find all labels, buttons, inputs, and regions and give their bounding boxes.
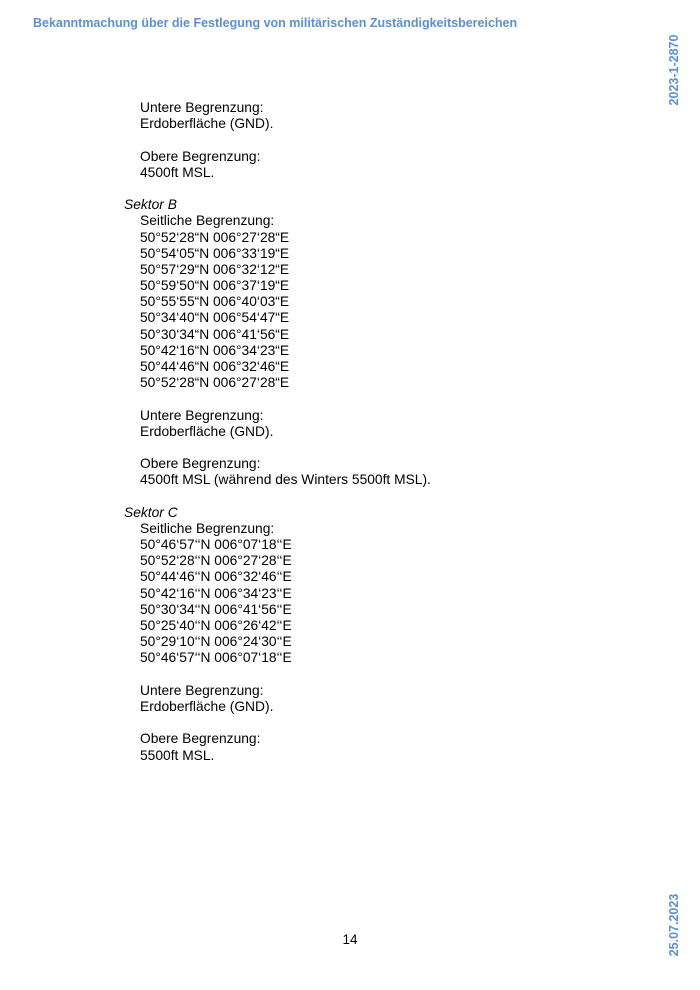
- sector-c-coord: 50°25‘40‘‘N 006°26‘42‘‘E: [140, 618, 292, 633]
- sector-c-coord: 50°29‘10‘‘N 006°24‘30‘‘E: [140, 634, 292, 650]
- document-date: 25.07.2023: [667, 893, 681, 957]
- sector-c-lateral-label: Seitliche Begrenzung:: [140, 520, 275, 536]
- sector-b-lateral-label: Seitliche Begrenzung:: [140, 213, 275, 229]
- sector-c-coord: 50°44‘46‘‘N 006°32‘46‘‘E: [140, 569, 292, 585]
- header-title: Bekanntmachung über die Festlegung von militärischen Zuständigkeitsbereichen: [33, 16, 518, 30]
- sector-b-coord: 50°52‘28“N 006°27‘28“E: [140, 375, 290, 391]
- sector-c-title: Sektor C: [124, 504, 178, 520]
- sector-b-coord: 50°34‘40“N 006°54‘47“E: [140, 310, 290, 326]
- sector-b-coord: 50°42‘16“N 006°34‘23“E: [140, 342, 290, 358]
- document-body: [124, 100, 644, 764]
- sector-b-upper-label: Obere Begrenzung:: [140, 456, 261, 472]
- sector-b-coord: 50°54‘05“N 006°33‘19“E: [140, 245, 290, 261]
- page-number: 14: [342, 932, 358, 947]
- sector-b-coord: 50°59‘50“N 006°37‘19“E: [140, 278, 290, 294]
- sector-b-title: Sektor B: [124, 197, 177, 213]
- sector-c-coord: 50°42‘16‘‘N 006°34‘23‘‘E: [140, 585, 292, 601]
- document-id: 2023-1-2870: [667, 34, 681, 106]
- sector-b-lower-value: Erdoberfläche (GND).: [140, 423, 274, 439]
- sector-b-coord: 50°57‘29“N 006°32‘12“E: [140, 261, 290, 277]
- sector-c-coord: 50°46‘57‘‘N 006°07‘18‘‘E: [140, 537, 292, 553]
- sector-b-upper-value: 4500ft MSL (während des Winters 5500ft MSL).: [140, 472, 431, 488]
- sector-c-upper-label: Obere Begrenzung:: [140, 731, 261, 747]
- sector-b-coord: 50°55‘55“N 006°40‘03“E: [140, 294, 290, 310]
- sector-b-coord: 50°44‘46“N 006°32‘46“E: [140, 359, 290, 374]
- sector-b-lower-label: Untere Begrenzung:: [140, 407, 264, 423]
- sector-c-lower-label: Untere Begrenzung:: [140, 682, 264, 698]
- sector-c-coord: 50°52‘28‘‘N 006°27‘28‘‘E: [140, 553, 292, 569]
- sector-c-coord: 50°30‘34‘‘N 006°41‘56‘‘E: [140, 601, 292, 617]
- sector-c-lower-value: Erdoberfläche (GND).: [140, 698, 274, 714]
- intro-upper-label: Obere Begrenzung:: [140, 148, 261, 164]
- sector-b-coord: 50°52‘28“N 006°27‘28“E: [140, 229, 290, 245]
- intro-upper-value: 4500ft MSL.: [140, 164, 215, 180]
- sector-b-coord: 50°30‘34“N 006°41‘56“E: [140, 326, 290, 342]
- intro-lower-label: Untere Begrenzung:: [140, 100, 264, 115]
- sector-c-coord: 50°46‘57‘‘N 006°07‘18‘‘E: [140, 650, 292, 666]
- sector-c-upper-value: 5500ft MSL.: [140, 747, 215, 763]
- intro-lower-value: Erdoberfläche (GND).: [140, 116, 274, 132]
